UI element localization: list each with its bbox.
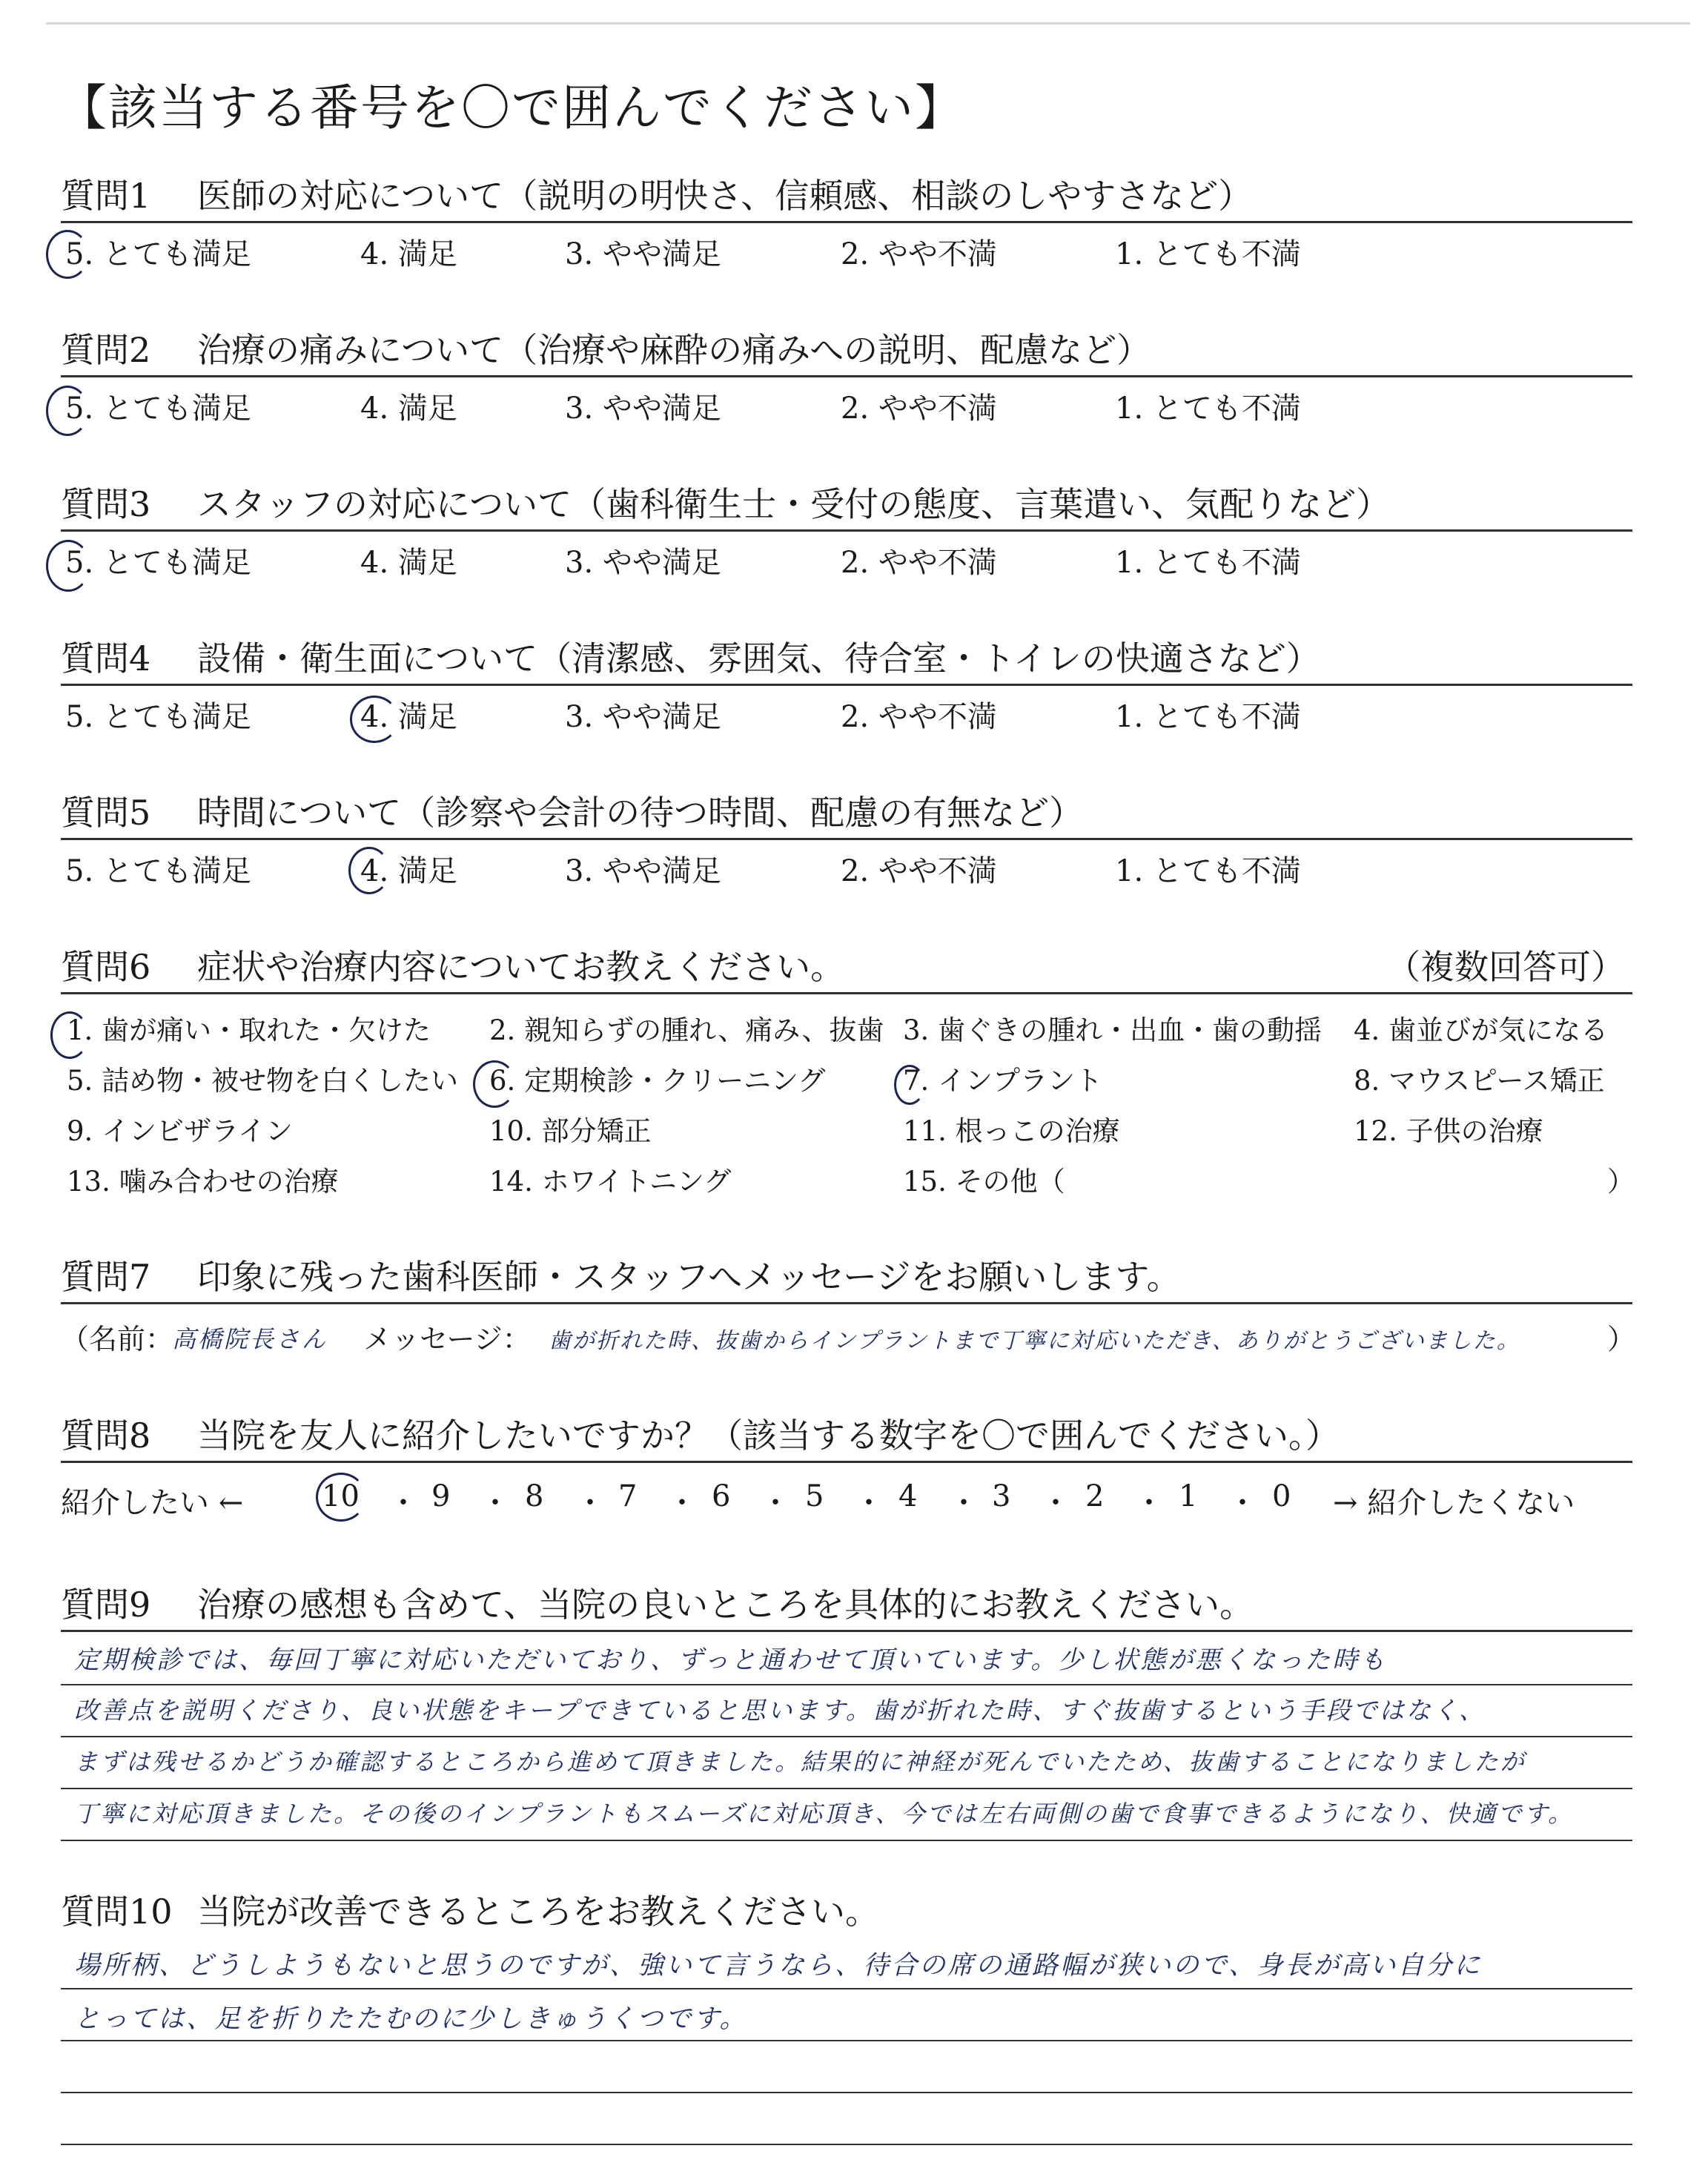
scale-8[interactable]: 8	[525, 1479, 544, 1513]
treatment-option-8[interactable]: 8. マウスピース矯正	[1354, 1065, 1605, 1097]
recommend-scale	[61, 1479, 1632, 1524]
rule-line	[61, 2092, 1632, 2093]
treatment-option-7[interactable]: 7. インプラント	[903, 1065, 1103, 1097]
option-2[interactable]: 2. やや不満	[841, 237, 997, 271]
question-rule	[61, 838, 1632, 840]
scale-dot: ・	[1041, 1486, 1070, 1520]
scale-1[interactable]: 1	[1179, 1479, 1198, 1513]
question-number: 質問8	[61, 1416, 151, 1456]
answer-line-3[interactable]: まずは残せるかどうか確認するところから進めて頂きました。結果的に神経が死んでいたため、抜歯することになりましたが	[74, 1748, 1526, 1776]
question-text: 印象に残った歯科医師・スタッフへメッセージをお願いします。	[197, 1257, 1181, 1297]
treatment-option-2[interactable]: 2. 親知らずの腫れ、痛み、抜歯	[489, 1014, 884, 1046]
question-note: （複数回答可）	[1386, 947, 1625, 987]
question-number: 質問6	[61, 947, 151, 987]
question-number: 質問5	[61, 793, 151, 833]
scale-dot: ・	[575, 1486, 605, 1520]
question-text: 症状や治療内容についてお教えください。	[197, 947, 845, 987]
scale-2[interactable]: 2	[1085, 1479, 1105, 1513]
option-4[interactable]: 4. 満足	[360, 392, 457, 426]
option-3[interactable]: 3. やや満足	[565, 546, 721, 580]
question-2	[61, 323, 1632, 431]
option-2[interactable]: 2. やや不満	[841, 546, 997, 580]
scale-0[interactable]: 0	[1272, 1479, 1291, 1513]
selection-circle	[46, 386, 89, 436]
answer-line-2[interactable]: とっては、足を折りたたむのに少しきゅうくつです。	[74, 2004, 748, 2034]
question-number: 質問9	[61, 1585, 151, 1625]
scale-5[interactable]: 5	[805, 1479, 824, 1513]
option-5[interactable]: 5. とても満足	[65, 392, 251, 426]
treatment-option-15[interactable]: 15. その他（	[903, 1166, 1065, 1198]
scale-dot: ・	[949, 1486, 979, 1520]
scale-dot: ・	[854, 1486, 884, 1520]
selection-circle	[50, 1011, 89, 1059]
selection-circle	[46, 540, 90, 592]
question-text: スタッフの対応について（歯科衛生士・受付の態度、言葉遣い、気配りなど）	[197, 484, 1391, 524]
selection-circle	[473, 1060, 516, 1108]
option-4[interactable]: 4. 満足	[360, 546, 457, 580]
question-rule	[61, 1461, 1632, 1463]
scale-3[interactable]: 3	[992, 1479, 1011, 1513]
question-3	[61, 478, 1632, 585]
scale-right-label: → 紹介したくない	[1333, 1486, 1575, 1520]
rule-line	[61, 1788, 1632, 1789]
selection-circle	[316, 1473, 366, 1522]
option-5[interactable]: 5. とても満足	[65, 854, 251, 888]
rating-options	[61, 693, 1632, 739]
rating-options	[61, 231, 1632, 277]
question-number: 質問10	[61, 1892, 173, 1932]
option-4[interactable]: 4. 満足	[360, 854, 457, 888]
option-3[interactable]: 3. やや満足	[565, 237, 721, 271]
option-3[interactable]: 3. やや満足	[565, 700, 721, 734]
selection-circle	[350, 696, 399, 743]
treatment-option-3[interactable]: 3. 歯ぐきの腫れ・出血・歯の動揺	[903, 1014, 1323, 1046]
option-1[interactable]: 1. とても不満	[1115, 237, 1301, 271]
rating-options	[61, 848, 1632, 894]
question-rule	[61, 529, 1632, 532]
question-number: 質問2	[61, 330, 151, 370]
treatment-option-6[interactable]: 6. 定期検診・クリーニング	[489, 1065, 826, 1097]
option-5[interactable]: 5. とても満足	[65, 546, 251, 580]
treatment-option-14[interactable]: 14. ホワイトニング	[489, 1166, 732, 1198]
option-1[interactable]: 1. とても不満	[1115, 546, 1301, 580]
scale-dot: ・	[1134, 1486, 1164, 1520]
rule-line	[61, 1736, 1632, 1737]
question-text: 時間について（診察や会計の待つ時間、配慮の有無など）	[197, 793, 1084, 833]
answer-line-1[interactable]: 場所柄、どうしようもないと思うのですが、強いて言うなら、待合の席の通路幅が狭いので、身長が高い自分に	[74, 1951, 1483, 1981]
question-9	[61, 1578, 1632, 1855]
question-text: 当院を友人に紹介したいですか？（該当する数字を〇で囲んでください。）	[197, 1416, 1340, 1456]
treatment-options	[61, 1003, 1635, 1211]
treatment-option-11[interactable]: 11. 根っこの治療	[903, 1115, 1120, 1147]
question-text: 当院が改善できるところをお教えください。	[197, 1892, 879, 1932]
answer-line-1[interactable]: 定期検診では、毎回丁寧に対応いただいており、ずっと通わせて頂いています。少し状態が悪くなった時も	[74, 1645, 1388, 1675]
question-text: 設備・衛生面について（清潔感、雰囲気、待合室・トイレの快適さなど）	[197, 638, 1320, 678]
treatment-option-4[interactable]: 4. 歯並びが気になる	[1354, 1014, 1609, 1046]
question-rule	[61, 375, 1632, 377]
name-value[interactable]: 高橋院長さん	[172, 1325, 328, 1353]
question-rule	[61, 684, 1632, 686]
option-2[interactable]: 2. やや不満	[841, 854, 997, 888]
scale-dot: ・	[667, 1486, 697, 1520]
question-7	[61, 1250, 1636, 1361]
option-1[interactable]: 1. とても不満	[1115, 392, 1301, 426]
question-number: 質問4	[61, 638, 151, 678]
rule-line	[61, 1988, 1632, 1989]
rule-line	[61, 2144, 1632, 2145]
treatment-option-1[interactable]: 1. 歯が痛い・取れた・欠けた	[67, 1014, 431, 1046]
question-rule	[61, 221, 1632, 223]
scale-dot: ・	[761, 1486, 790, 1520]
option-4[interactable]: 4. 満足	[360, 700, 457, 734]
treatment-option-15-close: ）	[1607, 1166, 1635, 1198]
scale-dot: ・	[388, 1486, 418, 1520]
option-4[interactable]: 4. 満足	[360, 237, 457, 271]
option-1[interactable]: 1. とても不満	[1115, 700, 1301, 734]
question-5	[61, 786, 1632, 894]
selection-circle	[46, 230, 89, 279]
rating-options	[61, 385, 1632, 431]
selection-circle	[348, 847, 390, 894]
rule-line	[61, 2040, 1632, 2041]
option-5[interactable]: 5. とても満足	[65, 237, 251, 271]
scale-10[interactable]: 10	[322, 1479, 360, 1513]
scale-left-label: 紹介したい ←	[61, 1486, 244, 1520]
option-1[interactable]: 1. とても不満	[1115, 854, 1301, 888]
treatment-option-12[interactable]: 12. 子供の治療	[1354, 1115, 1543, 1147]
message-value[interactable]: 歯が折れた時、抜歯からインプラントまで丁寧に対応いただき、ありがとうございました。	[549, 1328, 1520, 1354]
scale-6[interactable]: 6	[712, 1479, 731, 1513]
rating-options	[61, 539, 1632, 585]
question-number: 質問7	[61, 1257, 151, 1297]
question-text: 治療の痛みについて（治療や麻酔の痛みへの説明、配慮など）	[197, 330, 1151, 370]
question-1	[61, 169, 1632, 277]
rule-line	[61, 1840, 1632, 1841]
answer-line-4[interactable]: 丁寧に対応頂きました。その後のインプラントもスムーズに対応頂き、今では左右両側の歯で食事できるようになり、快適です。	[74, 1800, 1574, 1828]
message-line	[61, 1316, 1636, 1361]
question-6	[61, 940, 1635, 1211]
treatment-option-5[interactable]: 5. 詰め物・被せ物を白くしたい	[67, 1065, 459, 1097]
question-number: 質問1	[61, 176, 151, 216]
treatment-option-9[interactable]: 9. インビザライン	[67, 1115, 293, 1147]
scale-dot: ・	[480, 1486, 510, 1520]
option-5[interactable]: 5. とても満足	[65, 700, 251, 734]
scale-7[interactable]: 7	[618, 1479, 638, 1513]
answer-line-2[interactable]: 改善点を説明くださり、良い状態をキープできていると思います。歯が折れた時、すぐ抜歯するという手段ではなく、	[74, 1696, 1486, 1725]
question-10	[61, 1885, 1632, 2154]
question-number: 質問3	[61, 484, 151, 524]
option-3[interactable]: 3. やや満足	[565, 392, 721, 426]
question-text: 医師の対応について（説明の明快さ、信頼感、相談のしやすさなど）	[197, 176, 1253, 216]
question-rule	[61, 1302, 1632, 1304]
scale-4[interactable]: 4	[898, 1479, 918, 1513]
top-border	[46, 22, 1690, 24]
option-2[interactable]: 2. やや不満	[841, 700, 997, 734]
question-text: 治療の感想も含めて、当院の良いところを具体的にお教えください。	[197, 1585, 1254, 1625]
rule-line	[61, 1684, 1632, 1685]
scale-dot: ・	[1228, 1486, 1257, 1520]
scale-9[interactable]: 9	[431, 1479, 451, 1513]
option-3[interactable]: 3. やや満足	[565, 854, 721, 888]
treatment-option-10[interactable]: 10. 部分矯正	[489, 1115, 652, 1147]
answer-lines	[61, 1632, 1632, 1855]
selection-circle	[894, 1065, 925, 1105]
page-title: 【該当する番号を〇で囲んでください】	[58, 79, 965, 136]
message-close: ）	[1607, 1323, 1636, 1355]
treatment-option-13[interactable]: 13. 噛み合わせの治療	[67, 1166, 339, 1198]
answer-lines	[61, 1939, 1632, 2154]
message-label: メッセージ：	[363, 1323, 531, 1355]
option-2[interactable]: 2. やや不満	[841, 392, 997, 426]
question-4	[61, 632, 1632, 739]
name-label: （名前：	[61, 1323, 174, 1355]
question-rule	[61, 992, 1632, 994]
question-8	[61, 1409, 1632, 1524]
